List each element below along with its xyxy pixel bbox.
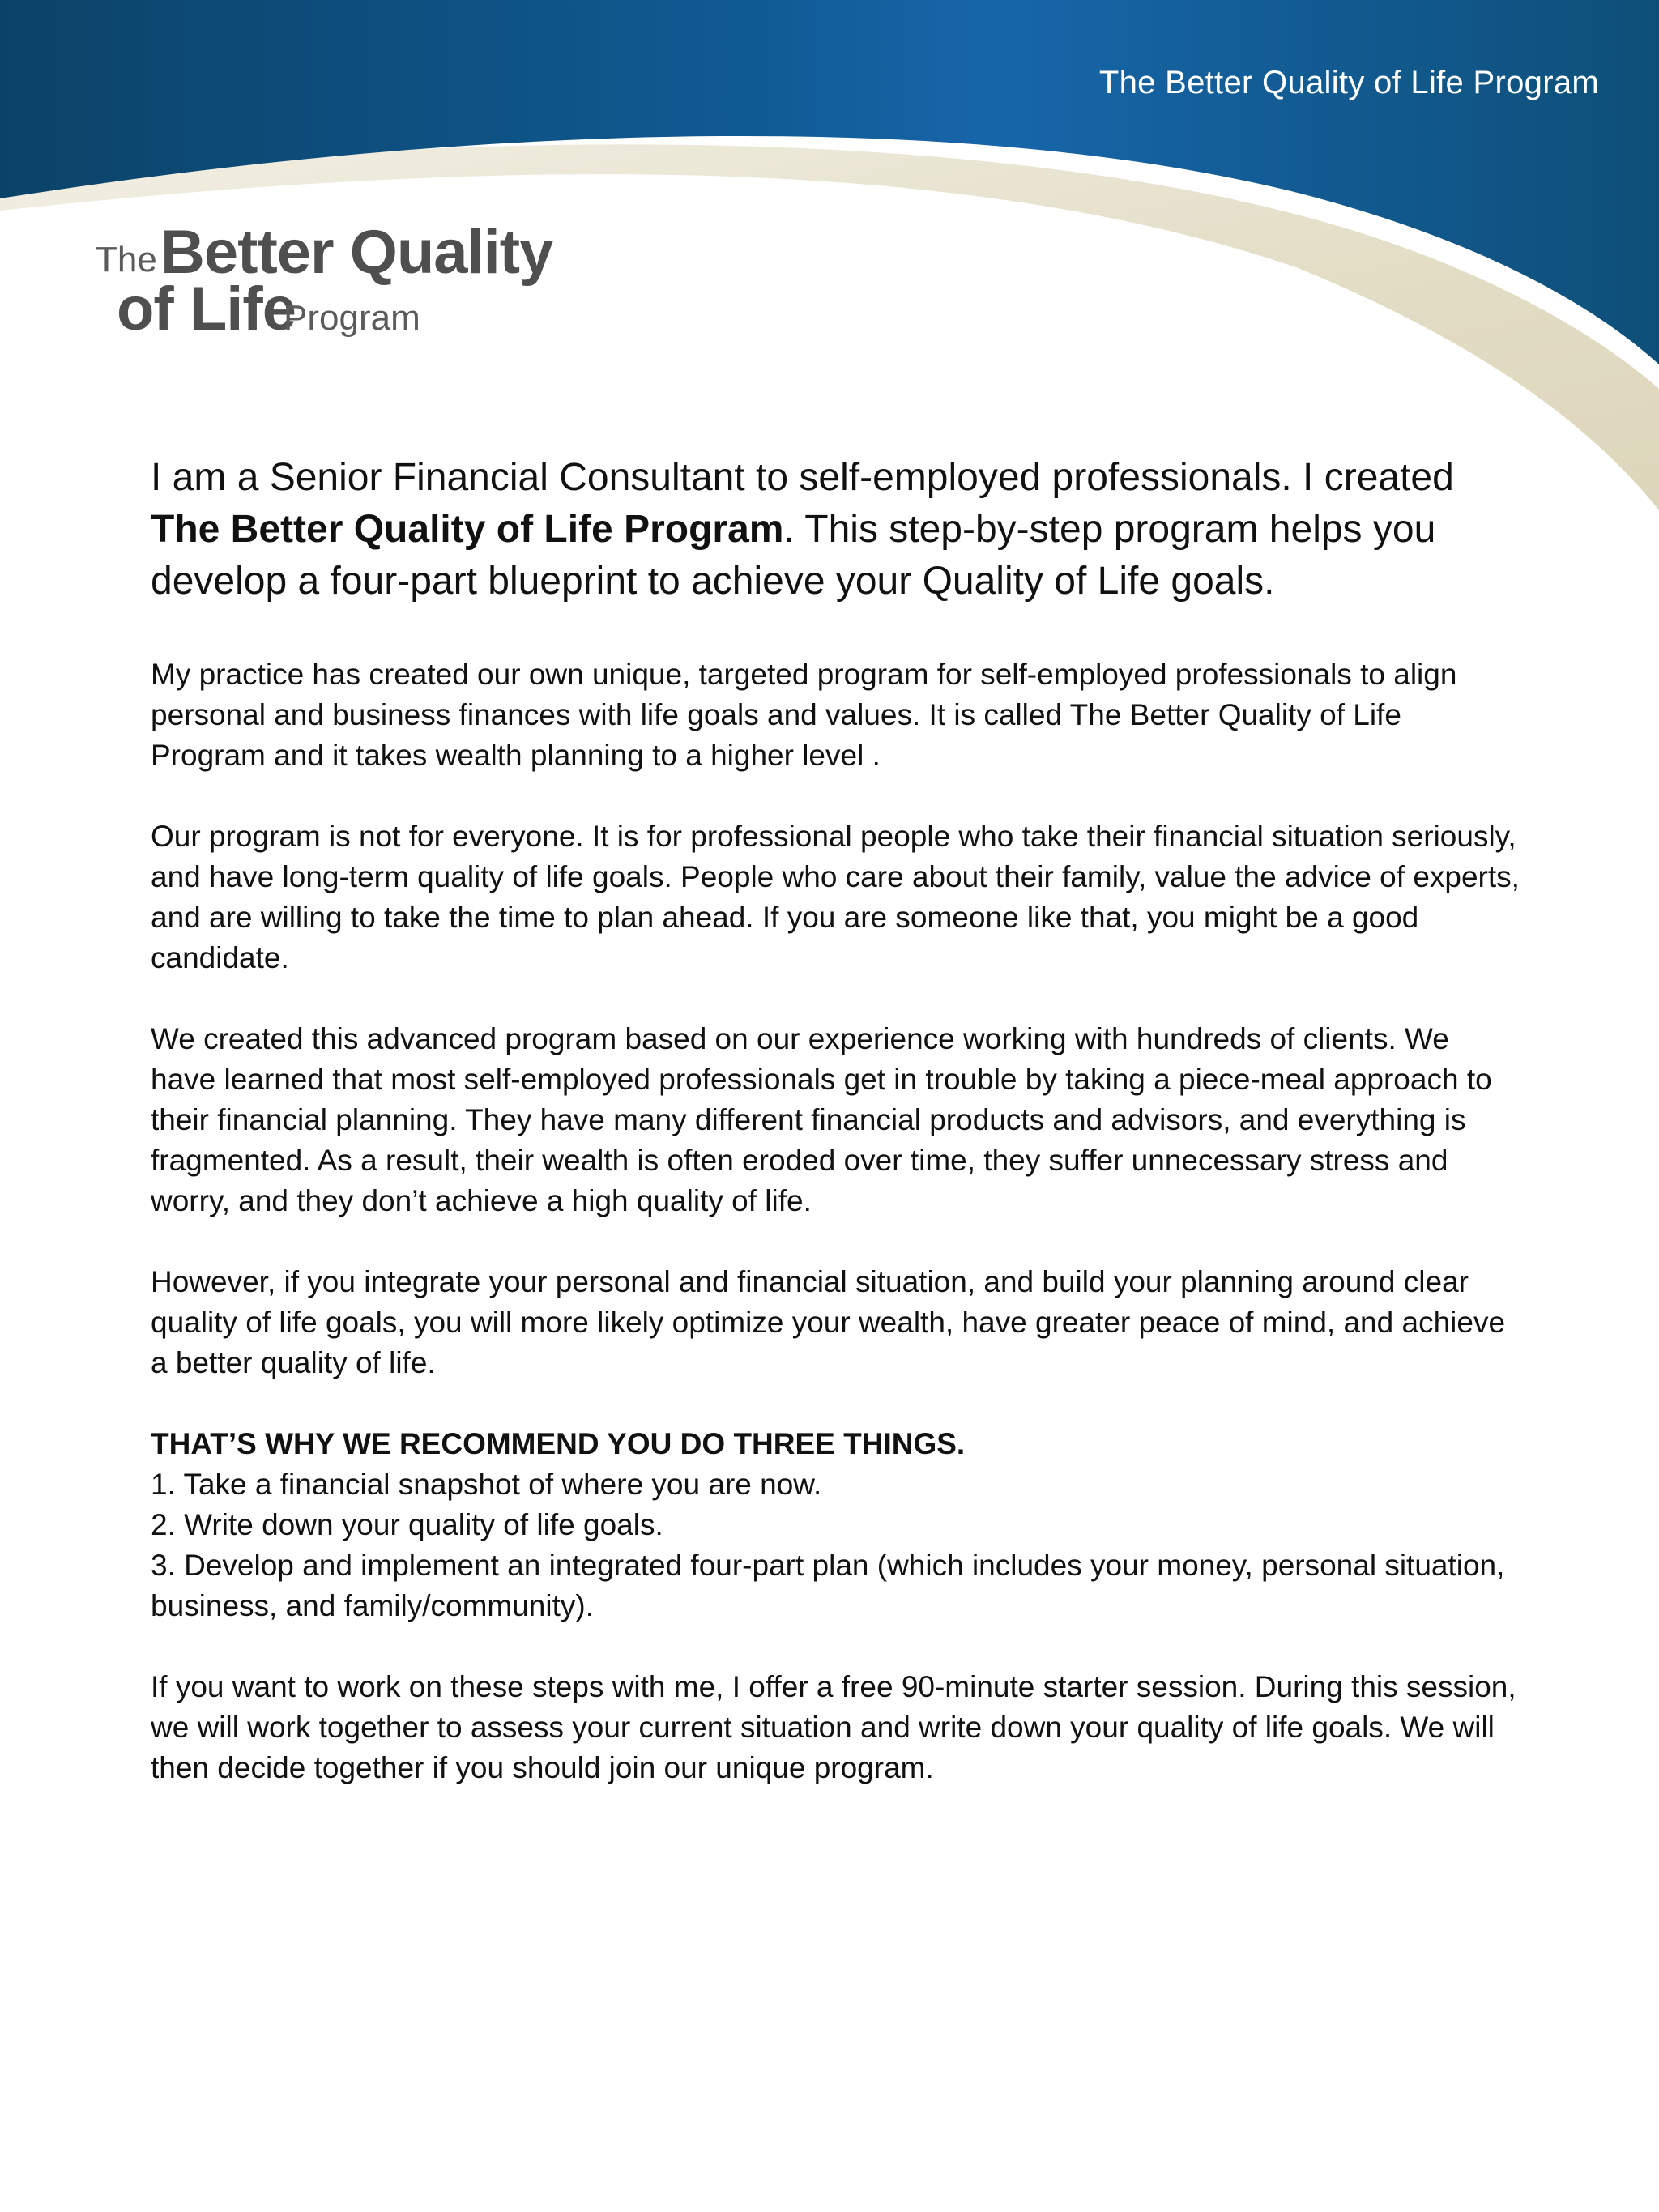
header-title: The Better Quality of Life Program	[1098, 65, 1599, 100]
intro-statement	[151, 452, 1520, 607]
intro-text-1: I am a Senior Financial Consultant to self-employed professionals. I created	[151, 456, 1454, 499]
intro-text-2: . This step-by-step program helps you develop a four-part blueprint to achieve your Quality of Life goals.	[151, 508, 1436, 603]
steps-heading: THAT’S WHY WE RECOMMEND YOU DO THREE THINGS.	[151, 1427, 966, 1460]
paragraph-integration: However, if you integrate your personal and financial situation, and build your planning around clear quality of life goals, you will more likely optimize your wealth, have greater peace of mind, and achieve a better quality of life.	[151, 1265, 1506, 1379]
logo-text-the: The	[96, 240, 157, 279]
step-item-3: 3. Develop and implement an integrated four-part plan (which includes your money, personal situation, business, and family/community).	[151, 1549, 1505, 1622]
steps-section	[151, 1424, 1520, 1626]
paragraph-closing: If you want to work on these steps with me, I offer a free 90-minute starter session. During this session, we will work together to assess your current situation and write down your quality of life goals. We will then decide together if you should join our unique program.	[151, 1670, 1516, 1784]
step-item-1: 1. Take a financial snapshot of where you are now.	[151, 1468, 822, 1501]
logo-text-of-life: of Life	[117, 275, 296, 343]
intro-program-name: The Better Quality of Life Program	[151, 508, 784, 551]
logo-text-better-quality: Better Quality	[160, 218, 553, 287]
paragraph-audience: Our program is not for everyone. It is for professional people who take their financial situation seriously, and have long-term quality of life goals. People who care about their family, value the advice of experts, and are willing to take the time to plan ahead. If you are someone like that, you might be a good candidate.	[151, 820, 1520, 974]
program-logo	[96, 217, 553, 347]
logo-text-program: Program	[284, 298, 420, 338]
step-item-2: 2. Write down your quality of life goals.	[151, 1508, 663, 1541]
letter-body	[151, 452, 1520, 1829]
paragraph-practice: My practice has created our own unique, targeted program for self-employed professionals to align personal and business finances with life goals and values. It is called The Better Quality of Life Program and it takes wealth planning to a higher level .	[151, 658, 1457, 772]
paragraph-experience: We created this advanced program based on our experience working with hundreds of clients. We have learned that most self-employed professionals get in trouble by taking a piece-meal approach to their financial planning. They have many different financial products and advisors, and everything is fragmented. As a result, their wealth is often eroded over time, they suffer unnecessary stress and worry, and they don’t achieve a high quality of life.	[151, 1022, 1492, 1217]
